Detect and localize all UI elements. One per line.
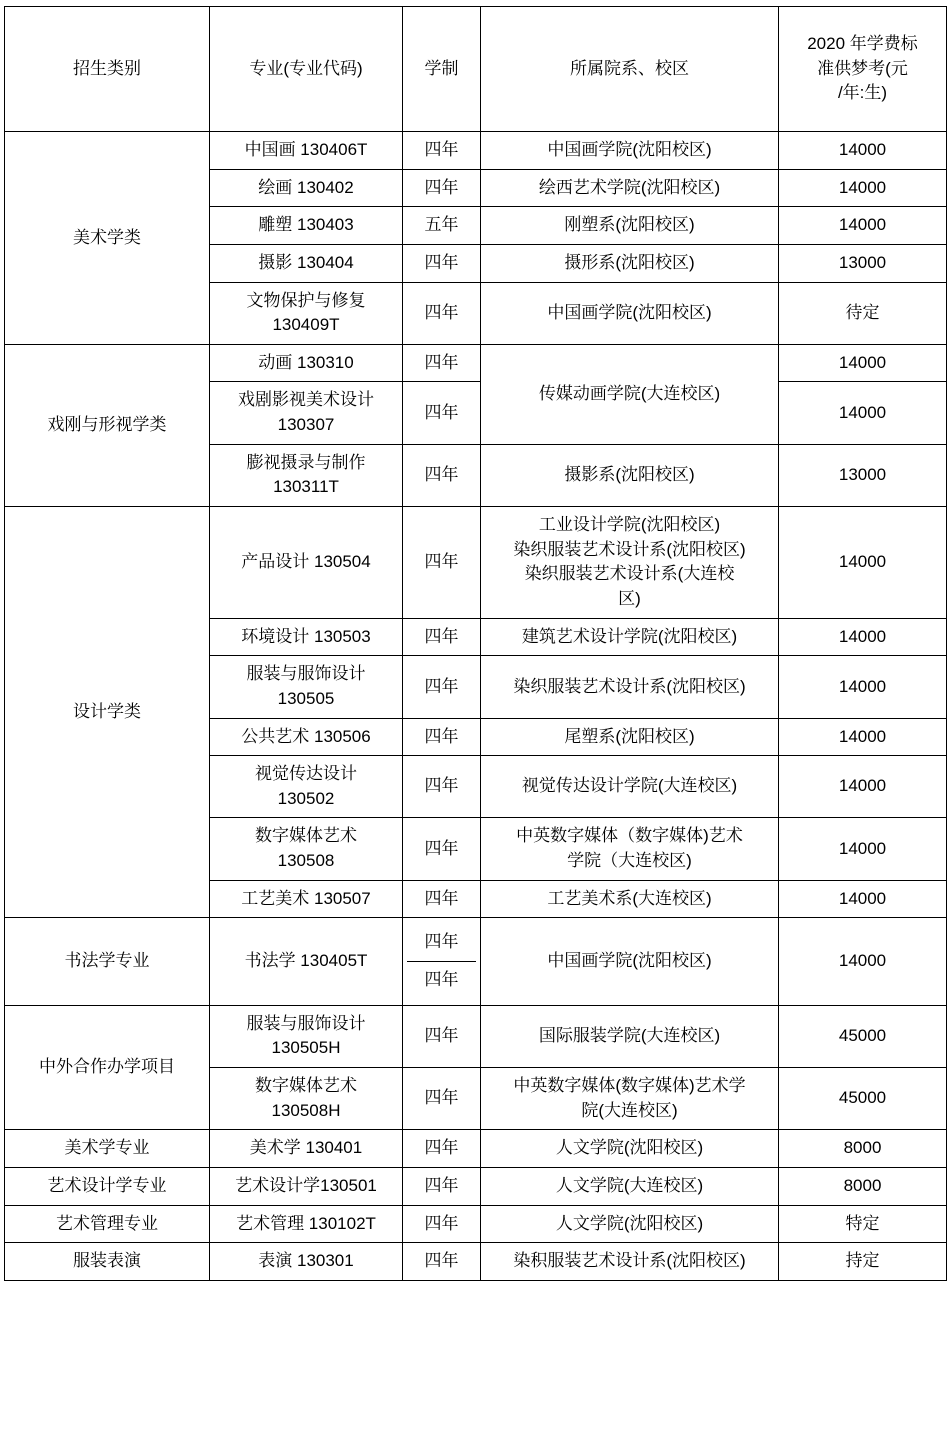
cell-department: [481, 718, 779, 756]
cell-department: [481, 244, 779, 282]
cell-major: [210, 656, 403, 718]
cell-fee: 45000: [779, 1005, 947, 1067]
cell-major-line-1: 文物保护与修复: [246, 290, 366, 310]
cell-fee: 14000: [779, 918, 947, 1005]
cell-major: [210, 507, 403, 619]
cell-category: 艺术管理专业: [5, 1205, 210, 1243]
cell-major: [210, 618, 403, 656]
cell-department: [481, 507, 779, 619]
cell-years: 四年: [403, 507, 481, 619]
cell-department: [481, 656, 779, 718]
cell-major-line-2: 130508H: [271, 1100, 341, 1120]
cell-fee: 14000: [779, 344, 947, 382]
cell-department: [481, 444, 779, 506]
header-department: 所属院系、校区: [481, 7, 779, 132]
cell-years: 四年: [403, 1005, 481, 1067]
cell-fee: 特定: [779, 1205, 947, 1243]
table-header: [5, 7, 947, 132]
cell-department-line-1: 工艺美术系(大连校区): [547, 888, 712, 908]
cell-department: [481, 169, 779, 207]
cell-major-line-2: 130409T: [272, 315, 340, 335]
table-row: [5, 507, 947, 619]
table-header-row: [5, 7, 947, 132]
cell-department-line-1: 中国画学院(沈阳校区): [547, 302, 712, 322]
cell-major: [210, 244, 403, 282]
cell-fee: 14000: [779, 818, 947, 880]
cell-fee: 持定: [779, 1243, 947, 1281]
cell-years: [403, 918, 481, 1005]
cell-years: 五年: [403, 207, 481, 245]
cell-department: [481, 1005, 779, 1067]
cell-department-line-1: 建筑艺术设计学院(沈阳校区): [521, 626, 738, 646]
cell-years: 四年: [403, 382, 481, 444]
cell-department: [481, 1130, 779, 1168]
cell-department: [481, 818, 779, 880]
cell-years: 四年: [403, 132, 481, 170]
cell-major-line-2: 130508: [277, 851, 335, 871]
cell-major: [210, 918, 403, 1005]
header-category: 招生类别: [5, 7, 210, 132]
cell-major: [210, 132, 403, 170]
table-row: [5, 1205, 947, 1243]
cell-department: [481, 918, 779, 1005]
cell-major-line-2: 130505: [277, 688, 335, 708]
cell-major-line-1: 膨视摄录与制作: [246, 452, 366, 472]
table-row: [5, 1005, 947, 1067]
cell-years: 四年: [403, 169, 481, 207]
cell-major-line-2: 130505H: [271, 1038, 341, 1058]
cell-department: [481, 756, 779, 818]
cell-department-line-2: 院(大连校区): [581, 1100, 678, 1120]
cell-years: 四年: [403, 1243, 481, 1281]
cell-years: 四年: [403, 282, 481, 344]
cell-major-line-2: 130502: [277, 788, 335, 808]
header-years: 学制: [403, 7, 481, 132]
cell-major-line-1: 雕塑 130403: [258, 215, 354, 235]
cell-major-line-1: 艺术设计学130501: [235, 1175, 377, 1195]
cell-department: [481, 1167, 779, 1205]
cell-department-line-1: 摄形系(沈阳校区): [564, 252, 695, 272]
cell-major-line-1: 服装与服饰设计: [246, 1013, 366, 1033]
cell-major: [210, 1243, 403, 1281]
cell-department-line-1: 人文学院(沈阳校区): [555, 1213, 704, 1233]
cell-category: 美术学专业: [5, 1130, 210, 1168]
cell-department-line-1: 中英数字媒体（数字媒体)艺术: [516, 826, 743, 846]
cell-category: 艺术设计学专业: [5, 1167, 210, 1205]
cell-major-line-1: 戏剧影视美术设计: [238, 390, 374, 410]
cell-department: [481, 282, 779, 344]
cell-years: 四年: [403, 1130, 481, 1168]
cell-years-part-1: 四年: [407, 924, 476, 962]
header-fee-line-2: 准供梦考(元: [817, 58, 908, 78]
cell-major: [210, 444, 403, 506]
cell-department-line-1: 中英数字媒体(数字媒体)艺术学: [513, 1075, 746, 1095]
cell-category: 中外合作办学项目: [5, 1005, 210, 1130]
header-fee-line-1: 2020 年学费标: [807, 34, 918, 54]
cell-major-line-2: 130307: [277, 415, 335, 435]
cell-major-line-1: 书法学 130405T: [244, 951, 368, 971]
cell-years: 四年: [403, 718, 481, 756]
cell-major: [210, 756, 403, 818]
cell-major-line-1: 环境设计 130503: [241, 626, 371, 646]
table-row: [5, 1243, 947, 1281]
cell-fee: 14000: [779, 132, 947, 170]
cell-fee: 14000: [779, 382, 947, 444]
cell-major-line-1: 绘画 130402: [258, 177, 354, 197]
table-body: [5, 132, 947, 1281]
cell-department: [481, 344, 779, 444]
cell-category: 美术学类: [5, 132, 210, 345]
cell-major: [210, 880, 403, 918]
cell-category: 书法学专业: [5, 918, 210, 1005]
cell-years: 四年: [403, 1205, 481, 1243]
cell-fee: 14000: [779, 756, 947, 818]
table-row: [5, 344, 947, 382]
cell-department-line-1: 摄影系(沈阳校区): [564, 465, 695, 485]
table-row: [5, 132, 947, 170]
cell-department: [481, 1067, 779, 1129]
cell-major-line-1: 数字媒体艺术: [255, 1075, 357, 1095]
table-row: [5, 918, 947, 1005]
cell-department: [481, 880, 779, 918]
cell-department-line-2: 学院（大连校区): [567, 851, 692, 871]
cell-fee: 8000: [779, 1167, 947, 1205]
cell-department: [481, 207, 779, 245]
cell-department-line-1: 中国画学院(沈阳校区): [547, 951, 712, 971]
cell-major-line-1: 公共艺术 130506: [241, 726, 371, 746]
cell-major-line-1: 数字媒体艺术: [255, 826, 357, 846]
cell-years-part-2: 四年: [424, 970, 459, 990]
cell-fee: 14000: [779, 169, 947, 207]
cell-major: [210, 282, 403, 344]
cell-department-line-4: 区): [618, 588, 641, 608]
cell-major-line-1: 表演 130301: [258, 1251, 354, 1271]
cell-fee: 8000: [779, 1130, 947, 1168]
cell-category: 服装表演: [5, 1243, 210, 1281]
cell-category: 设计学类: [5, 507, 210, 918]
cell-major: [210, 1130, 403, 1168]
cell-fee: 14000: [779, 718, 947, 756]
cell-department-line-1: 刚塑系(沈阳校区): [564, 215, 695, 235]
cell-department-line-1: 染织服装艺术设计系(沈阳校区): [513, 676, 746, 696]
cell-department-line-2: 染织服装艺术设计系(沈阳校区): [513, 539, 746, 559]
cell-fee: 14000: [779, 207, 947, 245]
cell-department: [481, 1243, 779, 1281]
cell-department-line-1: 中国画学院(沈阳校区): [547, 140, 712, 159]
cell-major: [210, 1005, 403, 1067]
cell-department-line-1: 国际服装学院(大连校区): [538, 1025, 721, 1045]
cell-major-line-1: 艺术管理 130102T: [236, 1213, 376, 1233]
tuition-table: [4, 6, 947, 1281]
cell-department: [481, 1205, 779, 1243]
cell-major: [210, 382, 403, 444]
cell-fee: 14000: [779, 507, 947, 619]
cell-department-line-1: 传媒动画学院(大连校区): [538, 383, 721, 403]
cell-major-line-1: 服装与服饰设计: [246, 664, 366, 684]
cell-department: [481, 618, 779, 656]
header-fee: [779, 7, 947, 132]
cell-category: 戏刚与形视学类: [5, 344, 210, 506]
table-row: [5, 1130, 947, 1168]
cell-years: 四年: [403, 344, 481, 382]
cell-fee: 14000: [779, 656, 947, 718]
cell-major-line-1: 摄影 130404: [258, 252, 354, 272]
cell-department-line-1: 工业设计学院(沈阳校区): [538, 515, 721, 535]
cell-major-line-2: 130311T: [273, 477, 339, 497]
cell-years: 四年: [403, 444, 481, 506]
cell-fee: 待定: [779, 282, 947, 344]
cell-major-line-1: 视觉传达设计: [255, 764, 357, 784]
cell-department-line-1: 视觉传达设计学院(大连校区): [521, 776, 738, 796]
cell-fee: 14000: [779, 880, 947, 918]
table-row: [5, 1167, 947, 1205]
header-major: 专业(专业代码): [210, 7, 403, 132]
cell-fee: 13000: [779, 444, 947, 506]
cell-years: 四年: [403, 244, 481, 282]
cell-department-line-1: 人文学院(沈阳校区): [555, 1138, 704, 1158]
cell-major-line-1: 工艺美术 130507: [241, 888, 371, 908]
cell-years: 四年: [403, 656, 481, 718]
cell-department: [481, 132, 779, 170]
cell-years: 四年: [403, 1067, 481, 1129]
cell-major: [210, 1167, 403, 1205]
cell-major-line-1: 中国画 130406T: [244, 140, 368, 159]
cell-fee: 14000: [779, 618, 947, 656]
cell-major: [210, 207, 403, 245]
cell-fee: 45000: [779, 1067, 947, 1129]
cell-major: [210, 1067, 403, 1129]
cell-fee: 13000: [779, 244, 947, 282]
cell-years: 四年: [403, 618, 481, 656]
cell-major: [210, 169, 403, 207]
cell-major: [210, 718, 403, 756]
cell-years: 四年: [403, 756, 481, 818]
cell-department-line-1: 尾塑系(沈阳校区): [564, 726, 695, 746]
cell-years: 四年: [403, 818, 481, 880]
header-fee-line-3: /年:生): [837, 83, 888, 103]
cell-major-line-1: 动画 130310: [258, 352, 354, 372]
cell-department-line-1: 人文学院(大连校区): [555, 1175, 704, 1195]
cell-years: 四年: [403, 1167, 481, 1205]
cell-department-line-1: 绘西艺术学院(沈阳校区): [538, 177, 721, 197]
cell-major: [210, 818, 403, 880]
cell-department-line-3: 染织服装艺术设计系(大连校: [524, 564, 735, 584]
cell-major-line-1: 美术学 130401: [249, 1138, 363, 1158]
cell-department-line-1: 染积服装艺术设计系(沈阳校区): [513, 1251, 746, 1271]
cell-major: [210, 344, 403, 382]
cell-major-line-1: 产品设计 130504: [241, 552, 371, 571]
cell-major: [210, 1205, 403, 1243]
cell-years: 四年: [403, 880, 481, 918]
